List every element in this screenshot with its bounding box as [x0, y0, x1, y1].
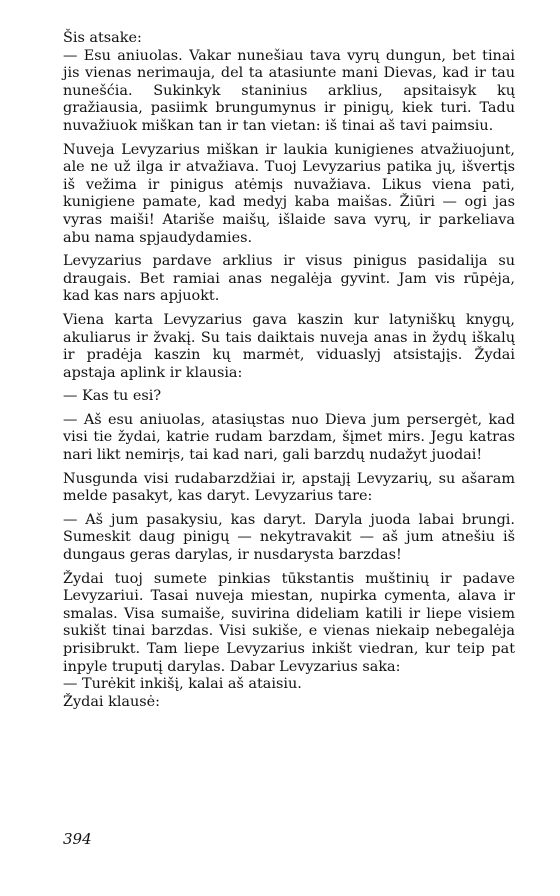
page-number: 394: [63, 830, 92, 848]
paragraph-7: — Aš esu aniuolas, atasiųstas nuo Dieva jum persergėt, kad visi tie žydai, katrie rudam barzdam, šįmet mirs. Jegu katras nari likt nemirįs, tai kad nari, gali barzdų nudažyt juodai!: [63, 411, 515, 464]
page-text: [63, 30, 515, 711]
paragraph-8: Nusgunda visi rudabarzdžiai ir, apstajį Levyzarių, su ašaram melde pasakyt, kas daryt. Levyzarius tare:: [63, 470, 515, 505]
paragraph-2: — Esu aniuolas. Vakar nunešiau tava vyrų dungun, bet tinai jis vienas nerimauja, del ta atasiunte mani Dievas, kad ir tau nunešćia. Sukinkyk staninius arklius, apsitaisyk kų gražiausia, pasiimk brungumynus ir pinigų, kiek turi. Tadu nuvažiuok miškan tan ir tan vietan: iš tinai aš tavi paimsiu.: [63, 47, 515, 134]
paragraph-1: Šis atsake:: [63, 30, 142, 46]
paragraph-3: Nuveja Levyzarius miškan ir laukia kunigienes atvažiuojunt, ale ne už ilga ir atvažiava. Tuoj Levyzarius patika jų, išvertįs iš vežima ir pinigus atėmįs nuvažiava. Likus viena pati, kunigiene pamate, kad medyj kaba maišas. Žiūri — ogi jas vyras maiši! Atariše maišų, išlaide sava vyrų, ir parkeliava abu nama spjaudydamies.: [63, 141, 515, 246]
paragraph-12: Žydai klausė:: [63, 693, 161, 710]
paragraph-4: Levyzarius pardave arklius ir visus pinigus pasidalija su draugais. Bet ramiai anas negalėja gyvint. Jam vis rūpėja, kad kas nars apjuokt.: [63, 253, 515, 305]
paragraph-9: — Aš jum pasakysiu, kas daryt. Daryla juoda labai brungi. Sumeskit daug pinigų — nekytravakit — aš jum atnešiu iš dungaus geras darylas, ir nusdarysta barzdas!: [63, 511, 515, 564]
paragraph-6: — Kas tu esi?: [63, 388, 162, 405]
paragraph-11: — Turėkit inkišį, kalai aš ataisiu.: [63, 676, 302, 693]
paragraph-10: Žydai tuoj sumete pinkias tūkstantis muštinių ir padave Levyzariui. Tasai nuveja miestan, nupirka cymenta, alava ir smalas. Visa sumaiše, suvirina dideliam katili ir liepe visiem sukišt tinai barzdas. Visi sukiše, e vienas niekaip nebegalėja prisibrukt. Tam liepe Levyzarius inkišt viedran, kur teip pat inpyle truputį darylas. Dabar Levyzarius saka:: [63, 570, 515, 675]
paragraph-5: Viena karta Levyzarius gava kaszin kur latyniškų knygų, akuliarus ir žvakį. Su tais daiktais nuveja anas in žydų iškalų ir pradėja kaszin kų marmėt, viduaslyj atsistajįs. Žydai apstaja aplink ir klausia:: [63, 311, 515, 381]
